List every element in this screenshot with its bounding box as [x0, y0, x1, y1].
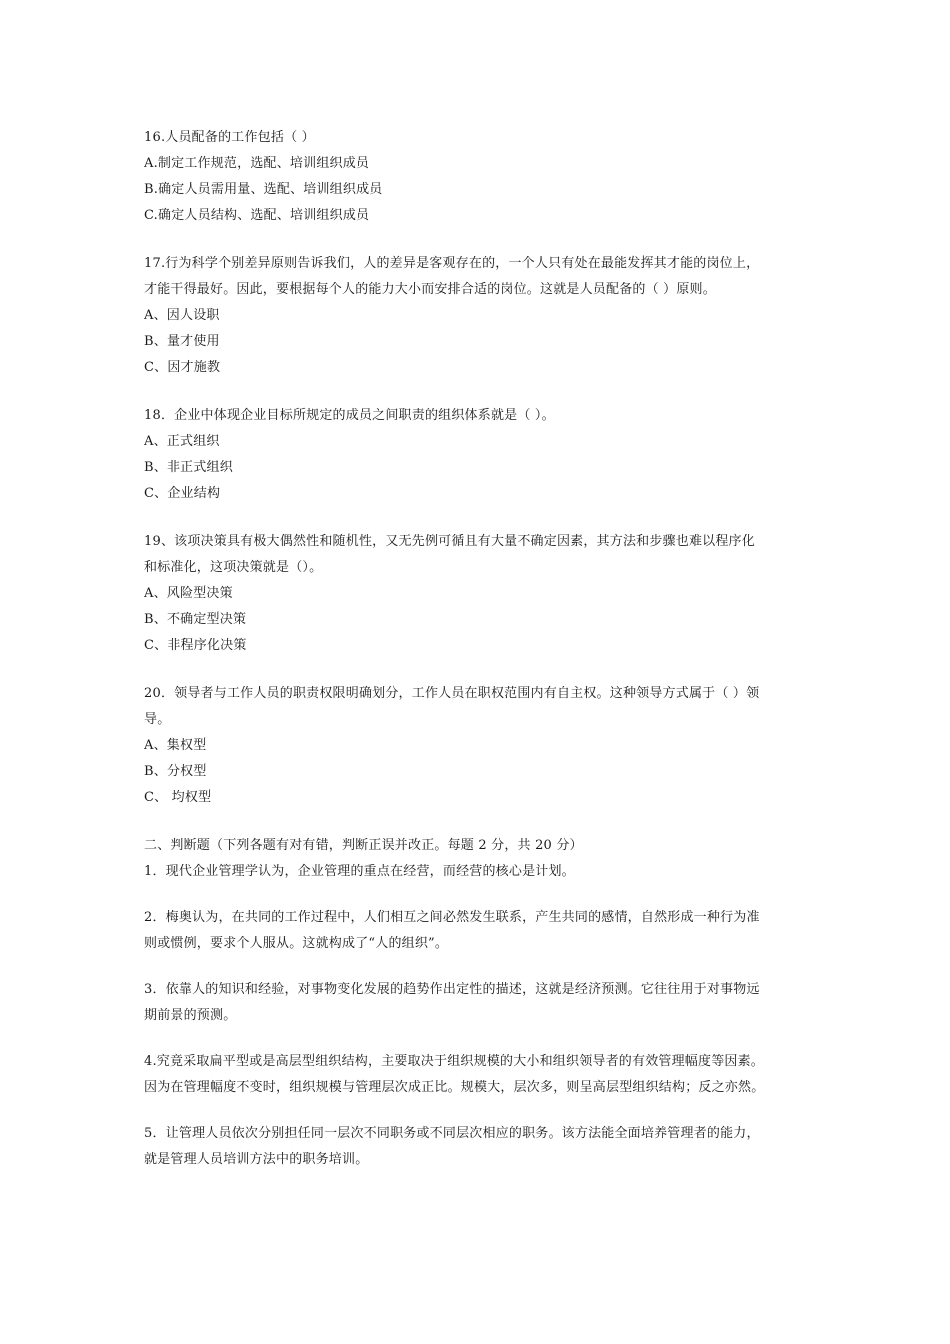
question-19-option-a: A、风险型决策: [144, 586, 233, 601]
question-19-option-c: C、非程序化决策: [144, 638, 247, 653]
question-19-stem-line1: 19、该项决策具有极大偶然性和随机性，又无先例可循且有大量不确定因素，其方法和步骤也难以程序化: [144, 534, 755, 549]
judgement-3-line1: 3．依靠人的知识和经验，对事物变化发展的趋势作出定性的描述，这就是经济预测。它往往用于对事物远: [144, 982, 760, 997]
question-20-stem-line1: 20．领导者与工作人员的职责权限明确划分，工作人员在职权范围内有自主权。这种领导方式属于（ ）领: [144, 686, 760, 701]
question-16-option-c: C.确定人员结构、选配、培训组织成员: [144, 208, 370, 223]
judgement-5-line1: 5．让管理人员依次分别担任同一层次不同职务或不同层次相应的职务。该方法能全面培养管理者的能力，: [144, 1126, 760, 1141]
question-20-option-c: C、 均权型: [144, 790, 212, 805]
question-17-stem-line2: 才能干得最好。因此，要根据每个人的能力大小而安排合适的岗位。这就是人员配备的（ ）原则。: [144, 282, 716, 297]
question-20-option-a: A、集权型: [144, 738, 207, 753]
judgement-4-line2: 因为在管理幅度不变时，组织规模与管理层次成正比。规模大，层次多，则呈高层型组织结构；反之亦然。: [144, 1080, 765, 1095]
question-17: [144, 251, 812, 381]
section-heading: 二、判断题（下列各题有对有错，判断正误并改正。每题 2 分，共 20 分）: [144, 838, 583, 853]
question-18: [144, 403, 812, 507]
judgement-2-line1: 2．梅奥认为，在共同的工作过程中，人们相互之间必然发生联系，产生共同的感情，自然形成一种行为准: [144, 910, 760, 925]
judgement-1: 1．现代企业管理学认为，企业管理的重点在经营，而经营的核心是计划。: [144, 864, 575, 879]
document-page: [144, 125, 812, 1173]
question-19-option-b: B、不确定型决策: [144, 612, 247, 627]
judgement-3-line2: 期前景的预测。: [144, 1008, 237, 1023]
judgement-5-line2: 就是管理人员培训方法中的职务培训。: [144, 1152, 369, 1167]
spacer: [144, 1029, 812, 1049]
spacer: [144, 885, 812, 905]
judgement-2-line2: 则或惯例，要求个人服从。这就构成了“人的组织”。: [144, 936, 449, 951]
question-17-stem-line1: 17.行为科学个别差异原则告诉我们，人的差异是客观存在的，一个人只有处在最能发挥其才能的岗位上，: [144, 256, 760, 271]
spacer: [144, 229, 812, 251]
question-16-stem: 16.人员配备的工作包括（ ）: [144, 130, 315, 145]
judgement-4-line1: 4.究竟采取扁平型或是高层型组织结构，主要取决于组织规模的大小和组织领导者的有效管理幅度等因素。: [144, 1054, 765, 1069]
question-16-option-b: B.确定人员需用量、选配、培训组织成员: [144, 182, 383, 197]
question-17-option-a: A、因人设职: [144, 308, 220, 323]
spacer: [144, 957, 812, 977]
question-20: [144, 681, 812, 811]
question-18-stem: 18．企业中体现企业目标所规定的成员之间职责的组织体系就是（ ）。: [144, 408, 555, 423]
spacer: [144, 811, 812, 833]
spacer: [144, 1101, 812, 1121]
question-16-option-a: A.制定工作规范，选配、培训组织成员: [144, 156, 370, 171]
question-17-option-c: C、因才施教: [144, 360, 221, 375]
question-18-option-c: C、企业结构: [144, 486, 221, 501]
question-20-stem-line2: 导。: [144, 712, 171, 727]
section-true-false: [144, 833, 812, 1173]
spacer: [144, 659, 812, 681]
question-18-option-b: B、非正式组织: [144, 460, 233, 475]
spacer: [144, 507, 812, 529]
question-19: [144, 529, 812, 659]
spacer: [144, 381, 812, 403]
question-16: [144, 125, 812, 229]
question-20-option-b: B、分权型: [144, 764, 207, 779]
question-17-option-b: B、量才使用: [144, 334, 220, 349]
question-18-option-a: A、正式组织: [144, 434, 220, 449]
question-19-stem-line2: 和标准化，这项决策就是（）。: [144, 560, 323, 575]
